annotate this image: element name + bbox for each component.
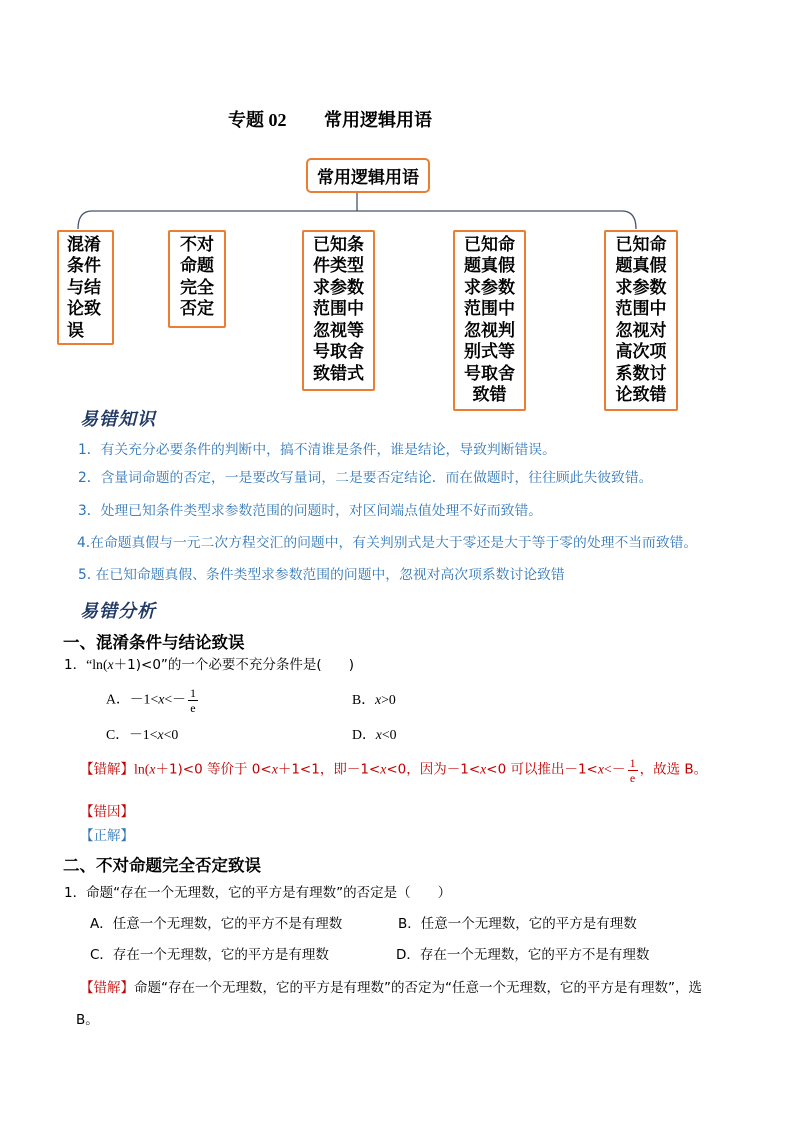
knowledge-item-2: 2．含量词命题的否定，一是要改写量词，二是要否定结论．而在做题时，往往顾此失彼致错。: [78, 470, 653, 486]
branch-line: 别式等: [464, 342, 515, 361]
fraction: [628, 757, 638, 784]
section-title-1: 一、混淆条件与结论致误: [63, 633, 245, 652]
topic-code: 专题 02: [228, 110, 287, 130]
variable-x: x: [375, 692, 382, 707]
question-number: 1．: [64, 657, 87, 673]
solution-text: ，故选 B。: [639, 761, 708, 778]
variable-x: x: [380, 761, 387, 777]
branch-line: 完全: [180, 277, 214, 297]
option-text: <0: [163, 727, 179, 742]
branch-line: 忽视等: [313, 320, 364, 340]
branch-line: 号取舍: [313, 342, 364, 361]
solution-text: 命题“存在一个无理数，它的平方是有理数”的否定为“任意一个无理数，它的平方是有理数”，选: [134, 980, 702, 996]
branch-line: 命题: [180, 256, 214, 275]
branch-line: 范围中: [464, 299, 515, 318]
wrong-solution-label: 【错解】: [80, 980, 134, 996]
branch-line: 件类型: [313, 256, 364, 275]
variable-x: x: [271, 761, 278, 777]
variable-x: x: [107, 657, 114, 672]
fraction-denominator: e: [629, 771, 636, 785]
question-2: 1．命题“存在一个无理数，它的平方是有理数”的否定是（ ）: [64, 885, 452, 901]
variable-x: x: [149, 761, 156, 777]
branch-line: 系数讨: [615, 363, 667, 383]
branch-line: 已知条: [313, 234, 364, 254]
knowledge-item-3: 3．处理已知条件类型求参数范围的问题时，对区间端点值处理不好而致错。: [78, 503, 543, 519]
branch-line: 条件: [67, 256, 101, 275]
mindmap-branch-2: [168, 230, 226, 328]
fraction-denominator: e: [190, 701, 196, 715]
fraction-numerator: 1: [629, 756, 636, 770]
fraction-numerator: 1: [189, 686, 196, 700]
wrong-solution-2: [80, 979, 702, 997]
branch-line: 范围中: [313, 299, 364, 318]
solution-text: ＋1)<0 等价于 0<: [155, 761, 272, 778]
branch-line: 不对: [180, 234, 214, 254]
variable-x: x: [157, 727, 164, 742]
branch-line: 误: [67, 320, 84, 340]
wrong-reason-label: 【错因】: [80, 804, 134, 820]
variable-x: x: [597, 761, 604, 777]
option-text: A．－1<: [106, 691, 159, 707]
branch-line: 求参数: [615, 277, 667, 297]
mindmap-branch-5: [604, 230, 678, 411]
branch-line: 已知命: [615, 234, 667, 254]
mindmap-branch-1: [57, 230, 114, 345]
solution-text: <0 可以推出－1<: [486, 761, 598, 778]
option-text: B．: [352, 692, 375, 707]
solution-text: <0，因为－1<: [386, 761, 481, 778]
wrong-solution-label: 【错解】: [80, 761, 134, 778]
section-title-2: 二、不对命题完全否定致误: [63, 856, 261, 875]
analysis-heading: 易错分析: [80, 601, 156, 622]
mindmap-branch-3: [302, 230, 375, 391]
variable-x: x: [158, 691, 165, 707]
option-b: [352, 691, 396, 709]
variable-x: x: [375, 727, 382, 742]
branch-line: 求参数: [313, 277, 364, 297]
mindmap-root: 常用逻辑用语: [306, 158, 430, 193]
option-c: C．存在一个无理数，它的平方是有理数: [90, 947, 329, 963]
option-c: [106, 726, 178, 744]
branch-line: 求参数: [464, 277, 515, 297]
branch-line: 范围中: [615, 299, 667, 318]
question-stem-text: ＋1)<0”的一个必要不充分条件是( ): [113, 657, 354, 673]
branch-line: 论致: [67, 299, 101, 318]
branch-line: 高次项: [615, 342, 667, 361]
branch-line: 题真假: [615, 256, 667, 275]
page-title: 常用逻辑用语: [324, 110, 432, 130]
mindmap-branch-4: [453, 230, 526, 411]
mindmap-connector: [0, 0, 794, 240]
option-a: A．任意一个无理数，它的平方不是有理数: [90, 916, 343, 932]
correct-solution-label: 【正解】: [80, 828, 134, 844]
option-text: >0: [381, 692, 396, 707]
option-text: <0: [381, 727, 397, 742]
option-a: [106, 687, 200, 714]
solution-text: <－: [604, 761, 626, 777]
branch-line: 致错式: [313, 363, 364, 383]
knowledge-item-4: 4.在命题真假与一元二次方程交汇的问题中，有关判别式是大于零还是大于等于零的处理不当而致错。: [77, 535, 698, 551]
knowledge-item-1: 1．有关充分必要条件的判断中，搞不清谁是条件，谁是结论，导致判断错误。: [78, 442, 556, 458]
knowledge-item-5: 5. 在已知命题真假、条件类型求参数范围的问题中，忽视对高次项系数讨论致错: [78, 567, 565, 583]
solution-text: ln(: [134, 761, 150, 777]
branch-line: 忽视判: [464, 320, 515, 340]
option-text: <－: [164, 691, 186, 707]
option-d: [352, 726, 397, 744]
option-d: D．存在一个无理数，它的平方不是有理数: [396, 947, 650, 963]
option-text: D．: [352, 727, 376, 742]
branch-line: 致错: [472, 385, 507, 404]
wrong-solution-1: [80, 757, 707, 784]
branch-line: 与结: [67, 277, 101, 297]
branch-line: 忽视对: [615, 320, 667, 340]
question-stem-text: “ln(: [86, 657, 108, 672]
branch-line: 混淆: [67, 234, 101, 254]
question-1: [64, 656, 354, 674]
branch-line: 论致错: [615, 385, 667, 404]
branch-line: 题真假: [464, 256, 515, 275]
solution-text: ＋1<1，即－1<: [277, 761, 381, 778]
option-text: C．－1<: [106, 727, 158, 742]
branch-line: 已知命: [464, 234, 515, 254]
option-b: B．任意一个无理数，它的平方是有理数: [398, 916, 637, 932]
variable-x: x: [480, 761, 487, 777]
solution-text-continued: B。: [76, 1012, 99, 1028]
knowledge-heading: 易错知识: [80, 409, 156, 430]
branch-line: 号取舍: [464, 363, 515, 383]
branch-line: 否定: [180, 299, 214, 318]
fraction: [188, 687, 198, 714]
